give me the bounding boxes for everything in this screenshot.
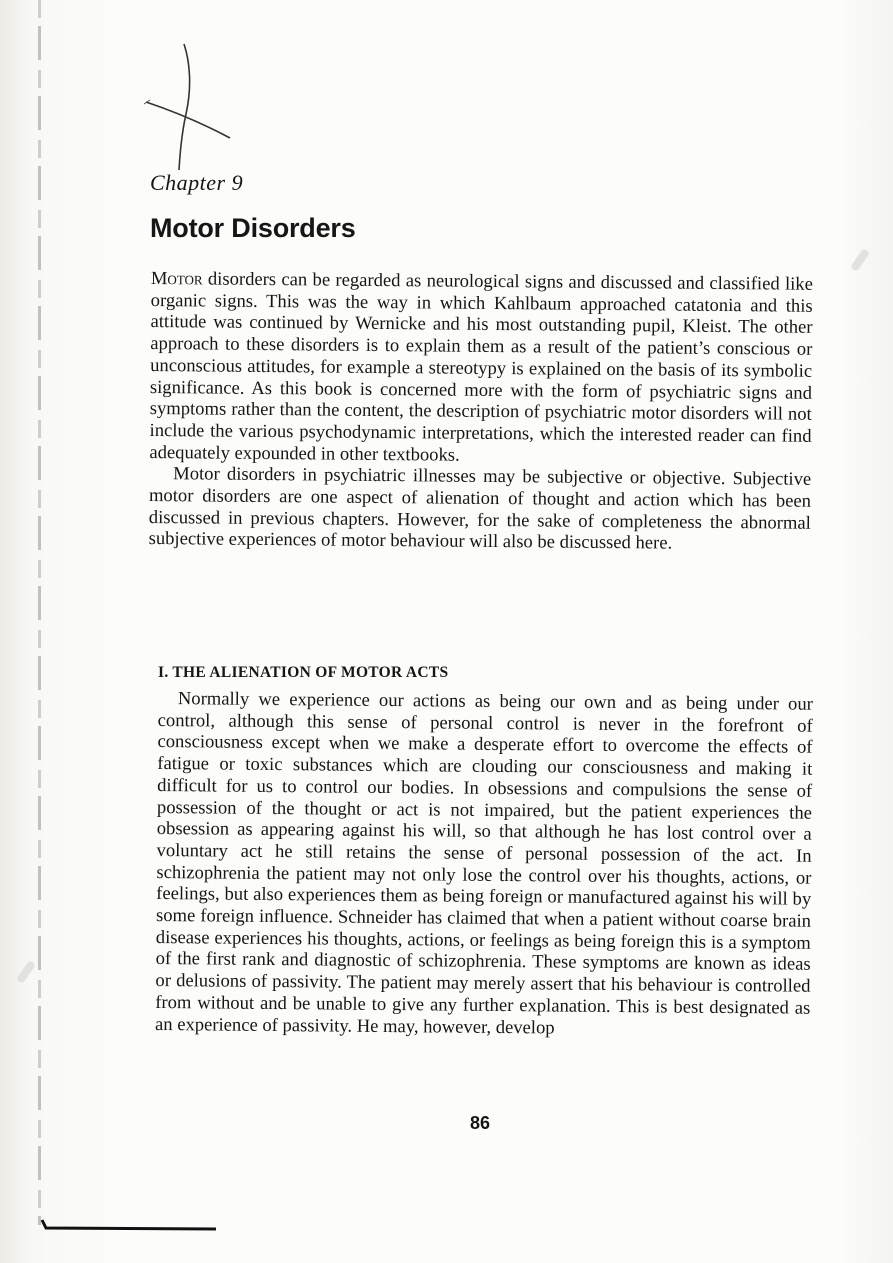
corner-edge-mark xyxy=(40,1218,218,1232)
binding-shadow xyxy=(38,0,41,1225)
intro-text xyxy=(149,268,813,556)
section-paragraph-1: Normally we experience our actions as being our own and as being under our control, although this sense of personal control is never in the forefront of consciousness except when we make a desperate effort to overcome the effects of fatigue or toxic substances which are clouding our consciousness and making it difficult for us to control our bodies. In obsessions and compulsions the sense of possession of the thought or act is not impaired, but the patient experiences the obsession as appearing against his will, so that although he has lost control over a voluntary act he still retains the sense of personal possession of the act. In schizophrenia the patient may not only lose the control over his thoughts, actions, or feelings, but also experiences them as being foreign or manufactured against his will by some foreign influence. Schneider has claimed that when a patient without coarse brain disease experiences his thoughts, actions, or feelings as being foreign this is a symptom of the first rank and diagnostic of schizophrenia. These symptoms are known as ideas or delusions of passivity. The patient may merely assert that his behaviour is controlled from without and be unable to give any further explanation. This is best designated as an experience of passivity. He may, however, develop xyxy=(154,688,813,1039)
paragraph-lead-word: Motor xyxy=(150,268,203,290)
intro-paragraph-2: Motor disorders in psychiatric illnesses may be subjective or objective. Subjective motor disorders are one aspect of alienation of thought and action which has been discussed in previous chapters. However, for the sake of completeness the abnormal subjective experiences of motor behaviour will also be discussed here. xyxy=(148,463,812,554)
section-text xyxy=(155,688,813,1041)
chapter-title: Motor Disorders xyxy=(150,213,356,243)
chapter-label: Chapter 9 xyxy=(150,170,244,195)
section-heading: I. THE ALIENATION OF MOTOR ACTS xyxy=(158,664,449,681)
paragraph-body: disorders can be regarded as neurological signs and discussed and classified like organic signs. This was the way in which Kahlbaum approached catatonia and this attitude was continued by Wernicke and his most outstanding pupil, Kleist. The other approach to these disorders is to explain them as a result of the patient’s conscious or unconscious attitudes, for example a stereotypy is explained on the basis of its symbolic significance. As this book is concerned more with the form of psychiatric signs and symptoms rather than the content, the description of psychiatric motor disorders will not include the various psychodynamic interpretations, which the interested reader can find adequately expounded in other textbooks. xyxy=(149,268,813,466)
intro-paragraph-1 xyxy=(149,268,813,469)
page-number: 86 xyxy=(469,1113,491,1133)
